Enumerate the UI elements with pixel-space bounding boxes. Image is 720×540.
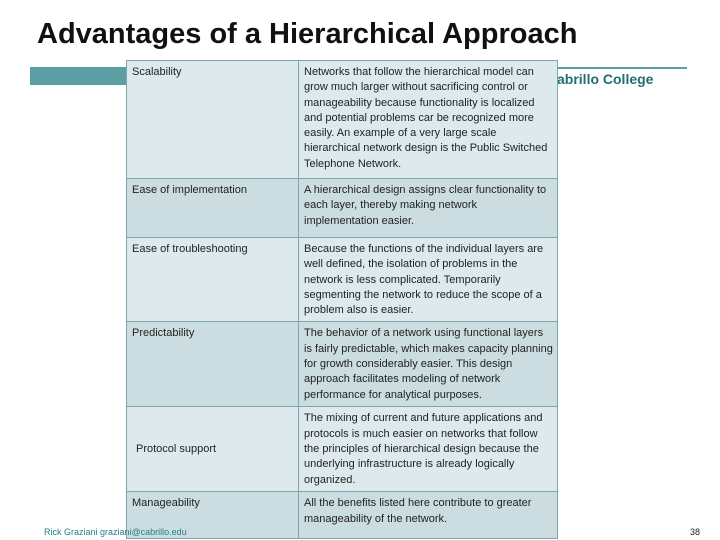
advantage-name: Ease of troubleshooting — [127, 238, 299, 322]
footer-author: Rick Graziani graziani@cabrillo.edu — [44, 527, 187, 537]
header-line — [557, 67, 687, 69]
advantage-description: A hierarchical design assigns clear functionality to each layer, thereby making network implementation easier. — [299, 179, 558, 238]
advantage-description: The behavior of a network using functional layers is fairly predictable, which makes capacity planning for growth considerably easier. This design approach facilitates modeling of network performance for analytical purposes. — [299, 322, 558, 407]
advantages-table — [126, 60, 558, 539]
table-row — [127, 179, 558, 238]
advantage-name: Scalability — [127, 61, 299, 179]
advantage-description: The mixing of current and future applications and protocols is much easier on networks that follow the principles of hierarchical design because the underlying infrastructure is already logically organized. — [299, 407, 558, 492]
advantage-description: All the benefits listed here contribute to greater manageability of the network. — [299, 492, 558, 539]
advantage-name: Predictability — [127, 322, 299, 407]
college-logo-text: abrillo College — [557, 71, 654, 87]
header-bar — [30, 67, 127, 85]
advantage-name: Ease of implementation — [127, 179, 299, 238]
table-row — [127, 492, 558, 539]
page-number: 38 — [690, 527, 701, 537]
advantage-description: Networks that follow the hierarchical model can grow much larger without sacrificing control or manageability because functionality is localized and potential problems car be recognized more easily. An example of a very large scale hierarchical network design is the Public Switched Telephone Network. — [299, 61, 558, 179]
table-row — [127, 238, 558, 322]
advantage-description: Because the functions of the individual layers are well defined, the isolation of problems in the network is less complicated. Temporarily segmenting the network to reduce the scope of a problem also is easier. — [299, 238, 558, 322]
table-row — [127, 61, 558, 179]
slide-title: Advantages of a Hierarchical Approach — [37, 18, 578, 50]
table-row — [127, 407, 558, 492]
advantage-name: Manageability — [127, 492, 299, 539]
table-row — [127, 322, 558, 407]
advantage-name: Protocol support — [127, 407, 299, 492]
